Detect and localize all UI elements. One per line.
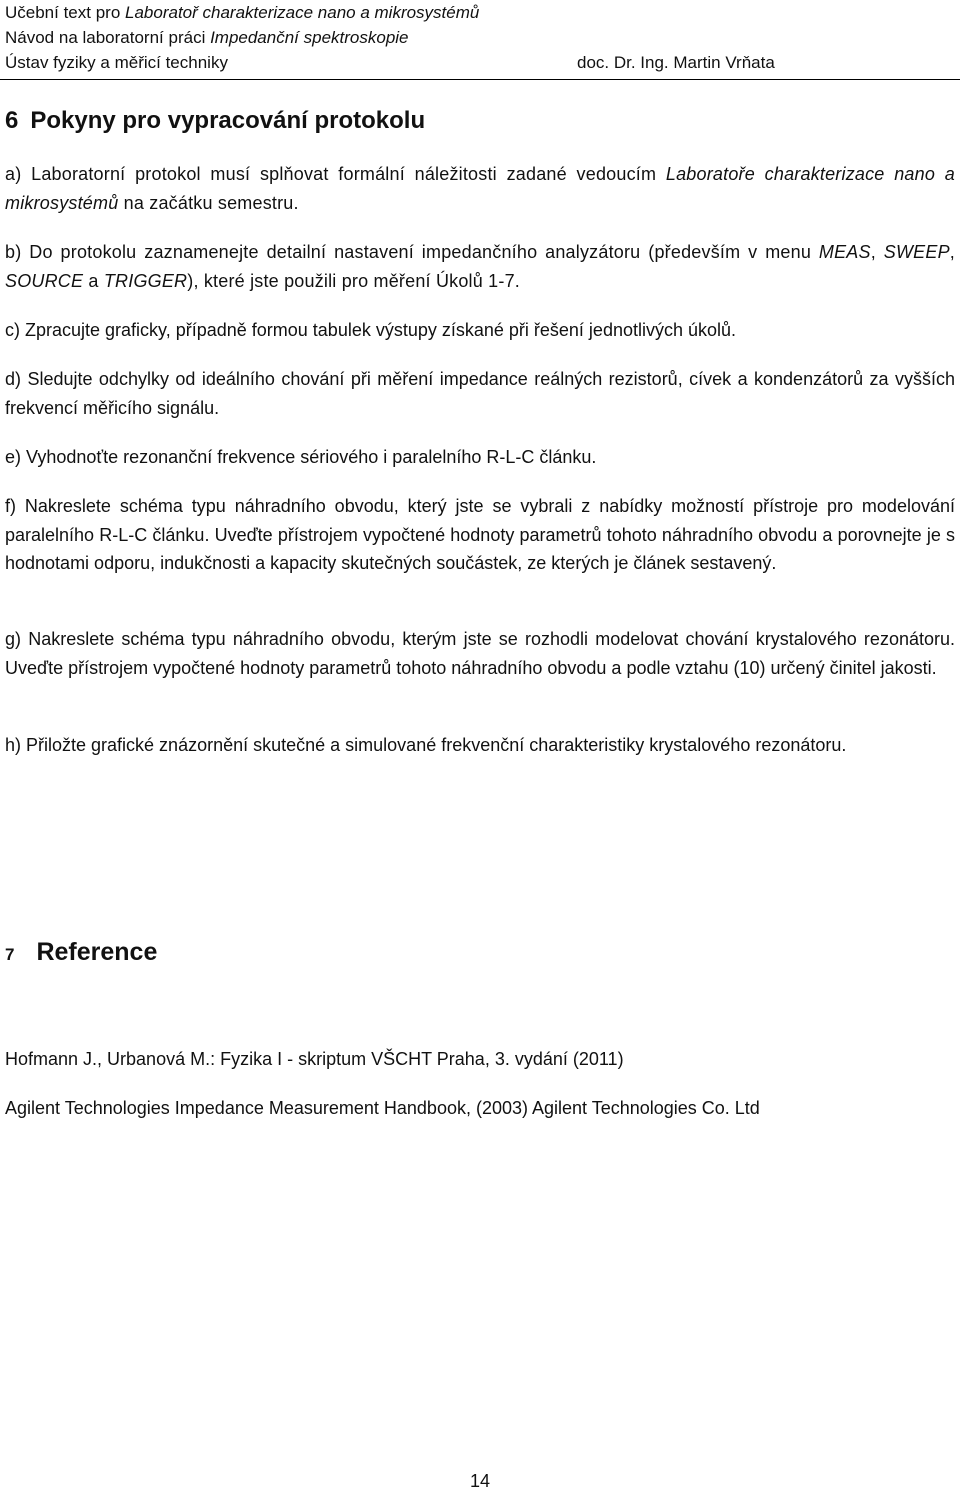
- header-course-prefix: Učební text pro: [5, 3, 126, 22]
- page-number: 14: [469, 1471, 491, 1491]
- header-lab-prefix: Návod na laboratorní práci: [5, 28, 211, 47]
- reference-item: Agilent Technologies Impedance Measurement Handbook, (2003) Agilent Technologies Co. Ltd: [5, 1098, 760, 1118]
- menu-sweep: SWEEP: [883, 242, 950, 262]
- header-line-1: [5, 0, 805, 25]
- menu-source: SOURCE: [5, 270, 84, 291]
- item-b-sep: ,: [870, 242, 884, 262]
- item-b-text-end: ), které jste použili pro měření Úkolů 1-7.: [187, 270, 520, 291]
- menu-meas: MEAS: [818, 242, 871, 262]
- header-author: doc. Dr. Ing. Martin Vrňata: [577, 53, 775, 72]
- menu-trigger: TRIGGER: [103, 270, 188, 291]
- section-7-heading: [5, 938, 157, 967]
- section-number: 6: [5, 107, 19, 134]
- item-b-and: a: [83, 270, 104, 291]
- section-6-heading: [5, 107, 425, 135]
- section-number: 7: [5, 945, 15, 964]
- header-divider: [0, 79, 960, 80]
- item-a-lab-name: Laboratoře charakterizace nano a mikrosystémů: [5, 164, 955, 213]
- item-b-text: b) Do protokolu zaznamenejte detailní nastavení impedančního analyzátoru (především v menu: [5, 242, 819, 262]
- item-e: e) Vyhodnoťte rezonanční frekvence sériového i paralelního R-L-C článku.: [5, 447, 597, 467]
- item-c: c) Zpracujte graficky, případně formou tabulek výstupy získané při řešení jednotlivých úkolů.: [5, 320, 737, 340]
- page-header: [5, 0, 805, 75]
- item-g: g) Nakreslete schéma typu náhradního obvodu, kterým jste se rozhodli modelovat chování krystalového rezonátoru. Uveďte přístrojem vypočtené hodnoty parametrů tohoto náhradního obvodu a podle vztahu (10) určený činitel jakosti.: [5, 629, 955, 678]
- header-course-name: Laboratoř charakterizace nano a mikrosystémů: [125, 3, 480, 22]
- item-b-sep: ,: [949, 242, 955, 262]
- header-line-3: [5, 50, 805, 75]
- header-line-2: [5, 25, 805, 50]
- section-title: Pokyny pro vypracování protokolu: [30, 107, 426, 134]
- item-a: [5, 160, 955, 217]
- header-institute: Ústav fyziky a měřicí techniky: [5, 53, 228, 72]
- item-d: d) Sledujte odchylky od ideálního chování při měření impedance reálných rezistorů, cívek a kondenzátorů za vyšších frekvencí měřicího signálu.: [5, 369, 955, 418]
- item-b: [5, 238, 955, 295]
- item-h: h) Přiložte grafické znázornění skutečné a simulované frekvenční charakteristiky krystalového rezonátoru.: [5, 735, 847, 755]
- item-a-text: a) Laboratorní protokol musí splňovat formální náležitosti zadané vedoucím: [5, 164, 666, 184]
- item-a-text-end: na začátku semestru.: [118, 192, 299, 213]
- reference-item: Hofmann J., Urbanová M.: Fyzika I - skriptum VŠCHT Praha, 3. vydání (2011): [5, 1049, 624, 1069]
- section-title: Reference: [36, 938, 158, 966]
- header-lab-name: Impedanční spektroskopie: [210, 28, 409, 47]
- item-f: f) Nakreslete schéma typu náhradního obvodu, který jste se vybrali z nabídky možností přístroje pro modelování paralelního R-L-C článku. Uveďte přístrojem vypočtené hodnoty parametrů tohoto náhradního obvodu a porovnejte je s hodnotami odporu, indukčnosti a kapacity skutečných součástek, ze kterých je článek sestavený.: [5, 496, 955, 573]
